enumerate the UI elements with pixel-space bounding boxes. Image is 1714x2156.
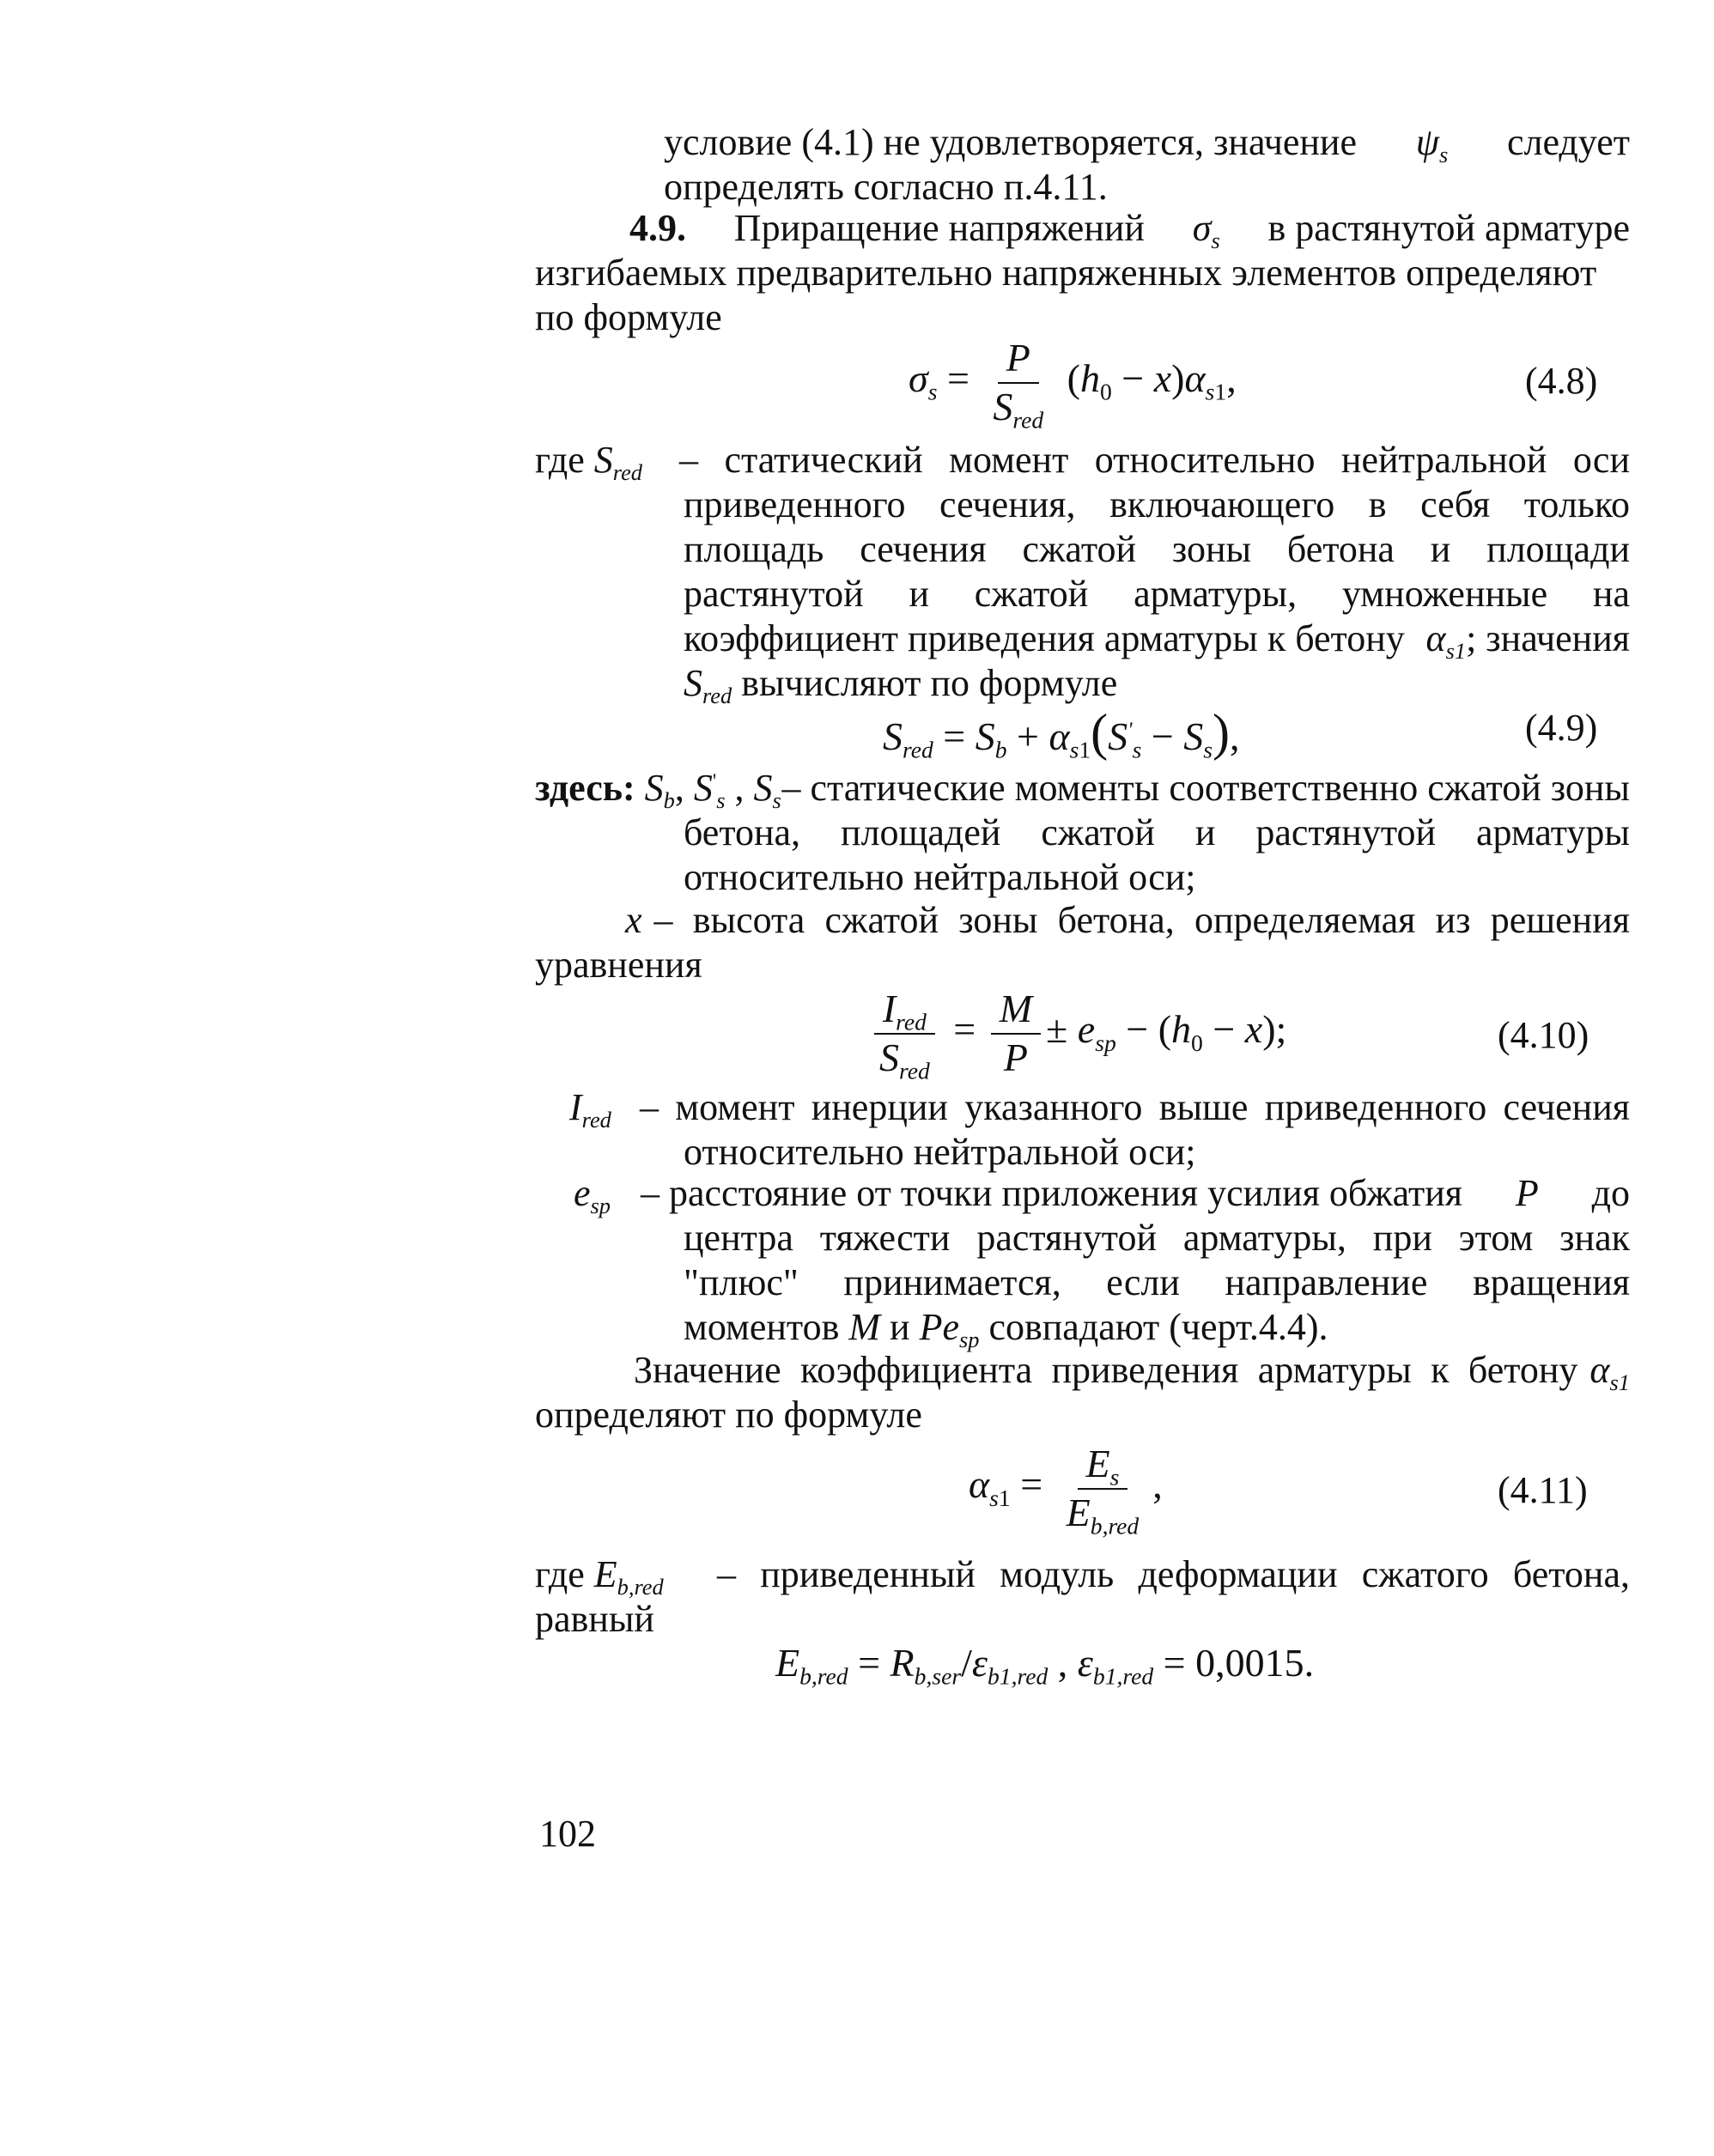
equation-number: (4.9) <box>1525 707 1598 749</box>
equation-4-11: $\alpha_{s1}$ = $\frac{E_s}{E_{b,red}}$ , <box>969 1442 1163 1540</box>
definition-i-red: $I_{red}$ – момент инерции указанного выше приведенного сечения относительно нейтральной оси; <box>569 1086 1630 1173</box>
section-number: 4.9. <box>629 207 686 249</box>
definition-e-sp: $e_{sp}$ – расстояние от точки приложения усилия обжатия P до центра тяжести растянутой арматуры, при этом знак "плюс" принимается, если направление вращения моментов M и $Pe_{sp}$ совпадают (черт.4.4). <box>574 1172 1630 1353</box>
definition-e-b-red: где $E_{b,red}$ – приведенный модуль деформации сжатого бетона, равный <box>535 1553 1630 1640</box>
text-line: изгибаемых предварительно напряженных элементов определяют <box>535 252 1597 294</box>
text-line: 4.9. Приращение напряжений $\sigma_s$ в растянутой арматуре <box>629 207 1630 254</box>
page-number: 102 <box>539 1813 596 1855</box>
equation-number: (4.10) <box>1498 1014 1589 1056</box>
text-line: определять согласно п.4.11. <box>664 166 1108 208</box>
equation-number: (4.8) <box>1525 360 1598 402</box>
text-line: условие (4.1) не удовлетворяется, значение $\psi_s$ следует <box>664 121 1630 168</box>
equation-4-8: $\sigma_s$ = $\frac{P}{S_{red}}$ $(h_0 - x)\alpha_{s1}$, <box>909 336 1237 434</box>
text-line: по формуле <box>535 296 722 338</box>
paragraph-alpha: Значение коэффициента приведения арматуры к бетону $\alpha_{s1}$ определяют по формуле <box>535 1349 1630 1436</box>
paragraph-4-9 <box>535 206 1630 340</box>
equation-4-10: $\frac{I_{red}}{S_{red}}$ = $\frac{M}{P}$ ± $e_{sp} - (h_0 - x)$; <box>866 987 1286 1079</box>
equation-4-9: $S_{red} = S_b + \alpha_{s1}(S'_s - S_s)$, <box>883 704 1240 763</box>
definition-s-red: где $S_{red}$ – статический момент относительно нейтральной оси приведенного сечения, включающего в себя только площадь сечения сжатой зоны бетона и площади растянутой и сжатой арматуры, умноженные на коэффициент приведения арматуры к бетону $\alpha_{s1}$; значения $S_{red}$ вычисляют по формуле <box>535 439 1630 709</box>
equation-e-b-red: $E_{b,red} = R_{b,ser}/\varepsilon_{b1,red}$ , $\varepsilon_{b1,red} = 0,0015$. <box>775 1641 1315 1690</box>
equation-number: (4.11) <box>1498 1469 1588 1511</box>
definition-moments: здесь: $S_b$, $S'_s$ , $S_s$ – статические моменты соответственно сжатой зоны бетона, площадей сжатой и растянутой арматуры относительно нейтральной оси; <box>535 767 1630 898</box>
definition-x: x – высота сжатой зоны бетона, определяемая из решения уравнения <box>535 899 1630 986</box>
paragraph-continuation <box>664 120 1630 210</box>
